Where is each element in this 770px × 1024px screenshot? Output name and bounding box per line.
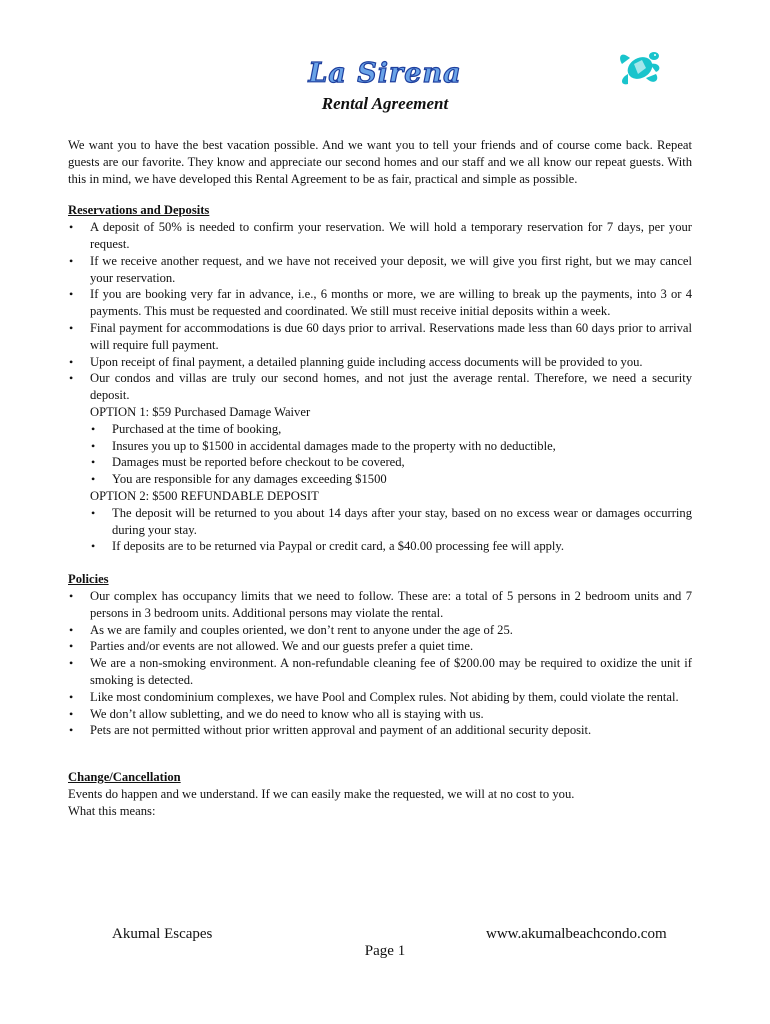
policies-heading: Policies xyxy=(68,572,109,587)
list-item: • You are responsible for any damages exceeding $1500 xyxy=(90,471,692,488)
list-item: • Upon receipt of final payment, a detailed planning guide including access documents will be provided to you. xyxy=(68,354,692,371)
document-body xyxy=(68,137,692,819)
option1-list xyxy=(68,421,692,488)
list-item: • We are a non-smoking environment. A non-refundable cleaning fee of $200.00 may be required to oxidize the unit if smoking is detected. xyxy=(68,655,692,689)
cancellation-heading: Change/Cancellation xyxy=(68,770,181,785)
reservations-heading: Reservations and Deposits xyxy=(68,203,210,218)
list-item: • Pets are not permitted without prior written approval and payment of an additional security deposit. xyxy=(68,722,692,739)
list-item: • If you are booking very far in advance, i.e., 6 months or more, we are willing to break up the payments, into 3 or 4 payments. This must be requested and coordinated. We still must receive initial deposits within a week. xyxy=(68,286,692,320)
list-item: • A deposit of 50% is needed to confirm your reservation. We will hold a temporary reservation for 7 days, per your request. xyxy=(68,219,692,253)
policies-list xyxy=(68,588,692,739)
list-item: • As we are family and couples oriented, we don’t rent to anyone under the age of 25. xyxy=(68,622,692,639)
list-item: • If deposits are to be returned via Paypal or credit card, a $40.00 processing fee will apply. xyxy=(90,538,692,555)
page-number: Page 1 xyxy=(364,943,406,959)
list-item: • If we receive another request, and we have not received your deposit, we will give you first right, but we may cancel your reservation. xyxy=(68,253,692,287)
option2-list xyxy=(68,505,692,555)
list-item: • Parties and/or events are not allowed. We and our guests prefer a quiet time. xyxy=(68,638,692,655)
list-item: • Our complex has occupancy limits that we need to follow. These are: a total of 5 persons in 2 bedroom units and 7 persons in 3 bedroom units. Additional persons may violate the rental. xyxy=(68,588,692,622)
intro-paragraph: We want you to have the best vacation possible. And we want you to tell your friends and of course come back. Repeat guests are our favorite. They know and appreciate our second homes and our staff and we all know our repeat guests. With this in mind, we have developed this Rental Agreement to be as fair, practical and simple as possible. xyxy=(68,138,692,186)
list-item: • The deposit will be returned to you about 14 days after your stay, based on no excess wear or damages occurring during your stay. xyxy=(90,505,692,539)
list-item: • We don’t allow subletting, and we do need to know who all is staying with us. xyxy=(68,706,692,723)
option1-label: OPTION 1: $59 Purchased Damage Waiver xyxy=(90,404,311,419)
list-item: • Insures you up to $1500 in accidental damages made to the property with no deductible, xyxy=(90,438,692,455)
document-title: Rental Agreement xyxy=(321,94,449,113)
option2-label: OPTION 2: $500 REFUNDABLE DEPOSIT xyxy=(90,488,319,503)
list-item: • Final payment for accommodations is due 60 days prior to arrival. Reservations made less than 60 days prior to arrival will require full payment. xyxy=(68,320,692,354)
list-item: • Our condos and villas are truly our second homes, and not just the average rental. Therefore, we need a security deposit. xyxy=(68,370,692,404)
sea-turtle-icon xyxy=(616,44,664,88)
cancellation-subtext: What this means: xyxy=(68,803,156,818)
list-item: • Like most condominium complexes, we have Pool and Complex rules. Not abiding by them, could violate the rental. xyxy=(68,689,692,706)
reservations-list xyxy=(68,219,692,404)
list-item: • Damages must be reported before checkout to be covered, xyxy=(90,454,692,471)
cancellation-text: Events do happen and we understand. If we can easily make the requested, we will at no cost to you. xyxy=(68,786,575,801)
list-item: • Purchased at the time of booking, xyxy=(90,421,692,438)
logo-text: La Sirena xyxy=(308,58,462,89)
footer-website: www.akumalbeachcondo.com xyxy=(486,926,667,942)
footer-company: Akumal Escapes xyxy=(112,926,213,942)
